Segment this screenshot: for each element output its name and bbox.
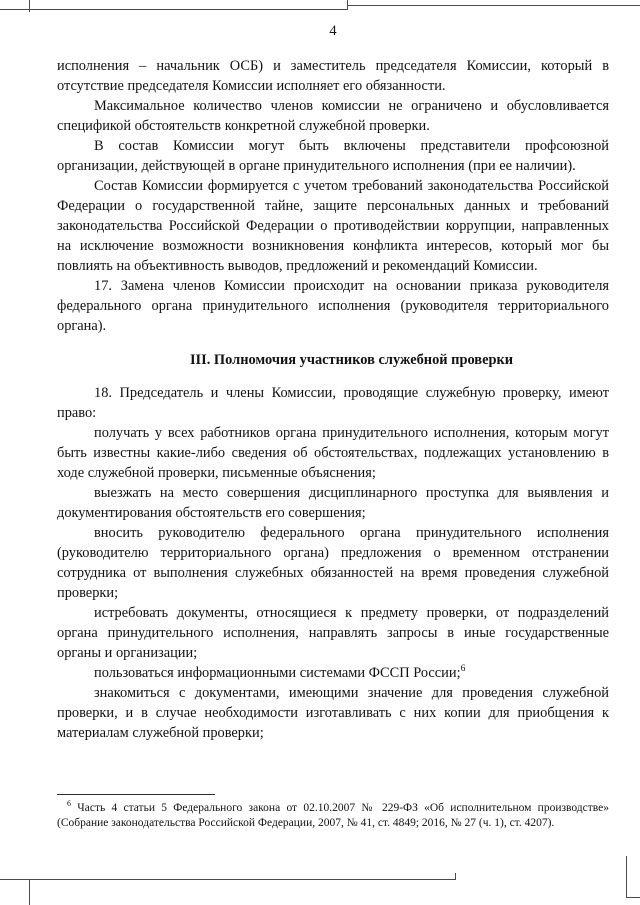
scan-artifact-line — [29, 0, 30, 12]
scan-artifact-line — [626, 856, 627, 898]
paragraph: исполнения – начальник ОСБ) и заместитель председателя Комиссии, который в отсутствие председателя Комиссии исполняет его обязанности. — [57, 58, 609, 94]
paragraph: вносить руководителю федерального органа принудительного исполнения (руководителю территориального органа) предложения о временном отстранении сотрудника от выполнения служебных обязанностей на время проведения служебной проверки; — [57, 525, 609, 601]
footnote-area — [57, 794, 609, 831]
document-body — [57, 56, 609, 743]
paragraph: 17. Замена членов Комиссии происходит на основании приказа руководителя федерального органа принудительного исполнения (руководителя территориального органа). — [57, 278, 609, 334]
footnote-body: Часть 4 статьи 5 Федерального закона от 02.10.2007 № 229-ФЗ «Об исполнительном производстве» (Собрание законодательства Российской Федерации, 2007, № 41, ст. 4849; 2016, № 27 (ч. 1), ст. 4207). — [57, 802, 610, 829]
footnote-separator-line — [57, 794, 215, 795]
paragraph: получать у всех работников органа принудительного исполнения, которым могут быть известны какие-либо сведения об обстоятельствах, подлежащих установлению в ходе служебной проверки, письменные объяснения; — [57, 425, 609, 481]
paragraph: В состав Комиссии могут быть включены представители профсоюзной организации, действующей в органе принудительного исполнения (при ее наличии). — [57, 138, 609, 174]
footnote-reference: 6 — [460, 664, 466, 675]
scan-artifact-line — [626, 897, 640, 898]
paragraph: выезжать на место совершения дисциплинарного проступка для выявления и документирования обстоятельств его совершения; — [57, 485, 609, 521]
scan-artifact-line — [348, 5, 640, 6]
scan-artifact-line — [0, 879, 456, 880]
paragraph: Состав Комиссии формируется с учетом требований законодательства Российской Федерации о государственной тайне, защите персональных данных и требований законодательства Российской Федерации о противодействии коррупции, направленных на исключение возможности возникновения конфликта интересов, который мог бы повлиять на объективность выводов, предложений и рекомендаций Комиссии. — [57, 178, 609, 274]
scan-artifact-line — [455, 873, 456, 880]
paragraph: знакомиться с документами, имеющими значение для проведения служебной проверки, и в случае необходимости изготавливать с них копии для приобщения к материалам служебной проверки; — [57, 685, 609, 741]
footnote-text — [57, 801, 609, 831]
footnote-marker: 6 — [67, 799, 71, 809]
page-number: 4 — [329, 23, 337, 39]
paragraph: Максимальное количество членов комиссии не ограничено и обусловливается спецификой обстоятельств конкретной служебной проверки. — [57, 98, 609, 134]
section-heading: III. Полномочия участников служебной проверки — [189, 352, 514, 368]
paragraph: истребовать документы, относящиеся к предмету проверки, от подразделений органа принудительного исполнения, направлять запросы в иные государственные органы и организации; — [57, 605, 609, 661]
scan-artifact-line — [29, 879, 30, 905]
paragraph: 18. Председатель и члены Комиссии, проводящие служебную проверку, имеют право: — [57, 385, 609, 421]
paragraph — [57, 663, 609, 683]
scan-artifact-line — [0, 9, 348, 10]
paragraph-text: пользоваться информационными системами ФССП России; — [94, 665, 461, 681]
